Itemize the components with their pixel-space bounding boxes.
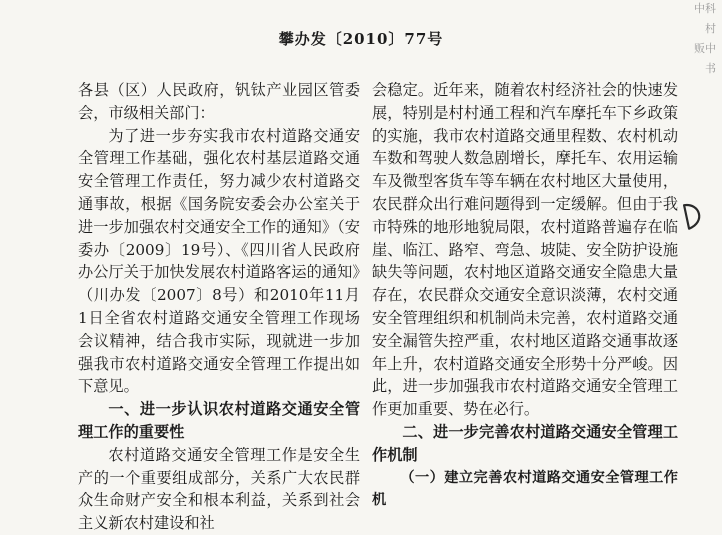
left-column <box>78 79 360 535</box>
subsection-heading-1: （一）建立完善农村道路交通安全管理工作机 <box>372 469 678 509</box>
handwritten-mark <box>680 198 713 239</box>
section-heading-1: 一、进一步认识农村道路交通安全管理工作的重要性 <box>78 400 360 441</box>
margin-note-4: 书 <box>705 62 716 75</box>
section-1-paragraph: 农村道路交通安全管理工作是安全生产的一个重要组成部分，关系广大农民群众生命财产安全和根本利益，关系到社会主义新农村建设和社 <box>78 445 360 533</box>
margin-note-1: 中科 <box>694 2 716 15</box>
margin-note-2: 村 <box>705 22 716 35</box>
intro-paragraph: 为了进一步夯实我市农村道路交通安全管理工作基础，强化农村基层道路交通安全管理工作责任，努力减少农村道路交通事故，根据《国务院安委会办公室关于进一步加强农村交通安全工作的通知》（安委办〔2009〕19号）、《四川省人民政府办公厅关于加快发展农村道路客运的通知》（川办发〔2007〕8号）和2010年11月1日全省农村道路交通安全管理工作现场会议精神，结合我市实际，现就进一步加强我市农村道路交通安全管理工作提出如下意见。 <box>78 126 360 396</box>
margin-note-3: 贩中 <box>694 42 716 55</box>
continuation-paragraph: 会稳定。近年来，随着农村经济社会的快速发展，特别是村村通工程和汽车摩托车下乡政策的实施，我市农村道路交通里程数、农村机动车数和驾驶人数急剧增长，摩托车、农用运输车及微型客货车等车辆在农村地区大量使用，农民群众出行难问题得到一定缓解。但由于我市特殊的地形地貌局限，农村道路普遍存在临崖、临江、路窄、弯急、坡陡、安全防护设施缺失等问题，农村地区道路交通安全隐患大量存在，农民群众交通安全意识淡薄，农村交通安全管理组织和机制尚未完善，农村道路交通安全漏管失控严重，农村地区道路交通事故逐年上升，农村道路交通安全形势十分严峻。因此，进一步加强我市农村道路交通安全管理工作更加重要、势在必行。 <box>372 81 678 419</box>
right-column <box>372 79 678 512</box>
document-number: 攀办发〔2010〕77号 <box>278 30 444 48</box>
handwritten-mark-icon <box>680 198 712 233</box>
section-heading-2: 二、进一步完善农村道路交通安全管理工作机制 <box>372 422 678 464</box>
addressee-line: 各县（区）人民政府，钒钛产业园区管委会，市级相关部门： <box>78 81 360 122</box>
